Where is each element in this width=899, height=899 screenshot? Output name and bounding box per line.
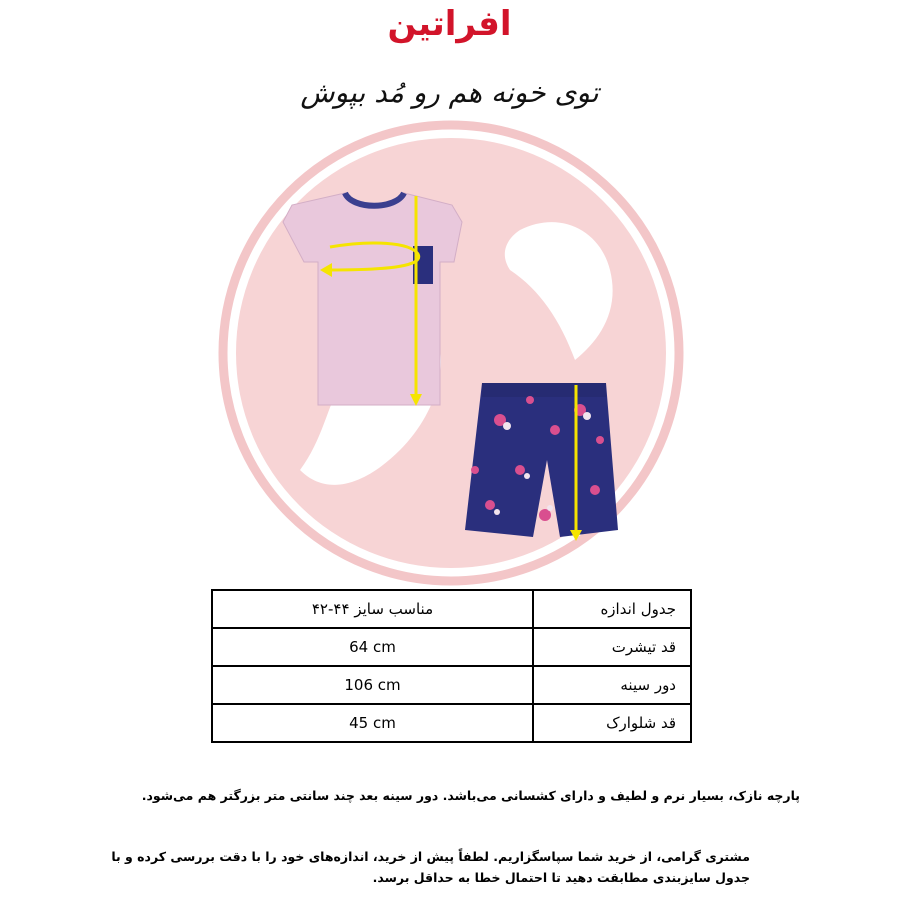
- table-row: [212, 628, 691, 666]
- brand-slogan: توی خونه هم رو مُد بپوش: [300, 76, 599, 109]
- fabric-description: پارچه نازک، بسیار نرم و لطیف و دارای کشسانی می‌باشد. دور سینه بعد چند سانتی متر بزرگتر هم می‌شود.: [141, 788, 800, 803]
- table-row-value: 45 cm: [212, 704, 533, 742]
- table-row-label: قد تیشرت: [533, 628, 691, 666]
- brand-logo: افراتین: [387, 4, 512, 44]
- table-row-label: دور سینه: [533, 666, 691, 704]
- table-row-value: 106 cm: [212, 666, 533, 704]
- size-table: [211, 589, 692, 743]
- table-header-value: مناسب سایز ۴۴-۴۲: [212, 590, 533, 628]
- table-row-value: 64 cm: [212, 628, 533, 666]
- shorts-image: [465, 383, 618, 537]
- table-header-row: [212, 590, 691, 628]
- table-row-label: قد شلوارک: [533, 704, 691, 742]
- table-row: [212, 704, 691, 742]
- table-header-label: جدول اندازه: [533, 590, 691, 628]
- customer-notice: مشتری گرامی، از خرید شما سپاسگزاریم. لطفاً پیش از خرید، اندازه‌های خود را با دقت بررسی کرده و با جدول سایزبندی مطابقت دهید تا احتمال خطا به حداقل برسد.: [111, 849, 750, 885]
- table-row: [212, 666, 691, 704]
